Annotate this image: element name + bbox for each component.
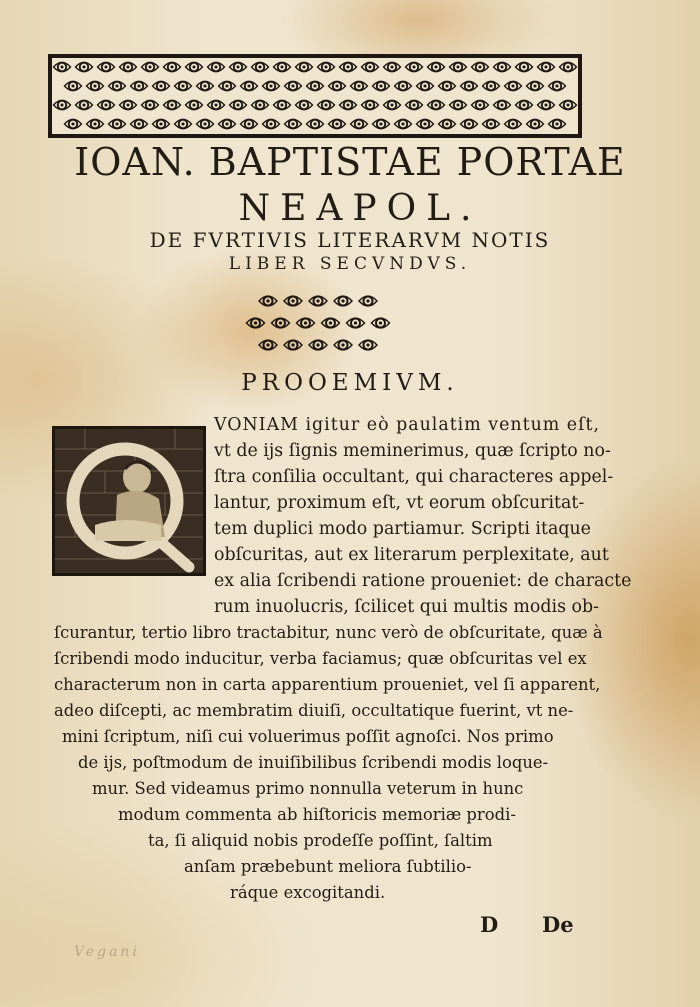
body-line: VONIAM igitur eò paulatim ventum eſt, <box>214 415 601 435</box>
body-line: mini ſcriptum, niſi cui voluerimus poſſit agnoſci. Nos primo <box>62 727 554 746</box>
body-line: obſcuritas, aut ex literarum perplexitate, aut <box>214 545 609 565</box>
title-line-origin: NEAPOL. <box>238 188 482 229</box>
woodcut-initial <box>52 426 206 576</box>
body-line: lantur, proximum eſt, vt eorum obſcuritat- <box>214 493 585 513</box>
title-line-author: IOAN. BAPTISTAE PORTAE <box>74 140 626 184</box>
section-heading: PROOEMIVM. <box>241 370 459 396</box>
title-line-work: DE FVRTIVIS LITERARVM NOTIS <box>149 228 551 252</box>
body-line: ta, ſi aliquid nobis prodeſſe poſſint, ſaltim <box>148 831 493 850</box>
body-line: vt de ijs ſignis meminerimus, quæ ſcripto no- <box>214 441 611 461</box>
body-line: ráque excogitandi. <box>230 883 386 902</box>
body-line: de ijs, poſtmodum de inuiſibilibus ſcribendi modis loque- <box>78 753 549 772</box>
woodcut-figure-icon <box>55 429 203 573</box>
body-line: adeo diſcepti, ac membratim diuiſi, occultatique fuerint, vt ne- <box>54 701 574 720</box>
body-line: ex alia ſcribendi ratione proueniet: de characte <box>214 571 632 591</box>
body-line: anſam præbebunt meliora ſubtilio- <box>184 857 472 876</box>
body-line: ſcurantur, tertio libro tractabitur, nunc verò de obſcuritate, quæ à <box>54 623 603 642</box>
body-line: ſcribendi modo inducitur, verba faciamus; quæ obſcuritas vel ex <box>54 649 587 668</box>
body-line: mur. Sed videamus primo nonnulla veterum in hunc <box>92 779 524 798</box>
body-line: characterum non in carta apparentium proueniet, vel ſi apparent, <box>54 675 601 694</box>
body-line: tem duplici modo partiamur. Scripti itaque <box>214 519 591 539</box>
fleuron-ornament <box>243 288 393 360</box>
signature-mark: D <box>480 912 499 937</box>
faded-stamp: Vegani <box>74 944 140 960</box>
ornamental-headband <box>48 54 582 138</box>
body-line: ſtra conſilia occultant, qui characteres appel- <box>214 467 614 487</box>
title-line-book: LIBER SECVNDVS. <box>228 254 472 274</box>
body-line: modum commenta ab hiſtoricis memoriæ prodi- <box>118 805 516 824</box>
body-line: rum inuolucris, ſcilicet qui multis modis ob- <box>214 597 599 617</box>
catchword: De <box>542 912 574 937</box>
